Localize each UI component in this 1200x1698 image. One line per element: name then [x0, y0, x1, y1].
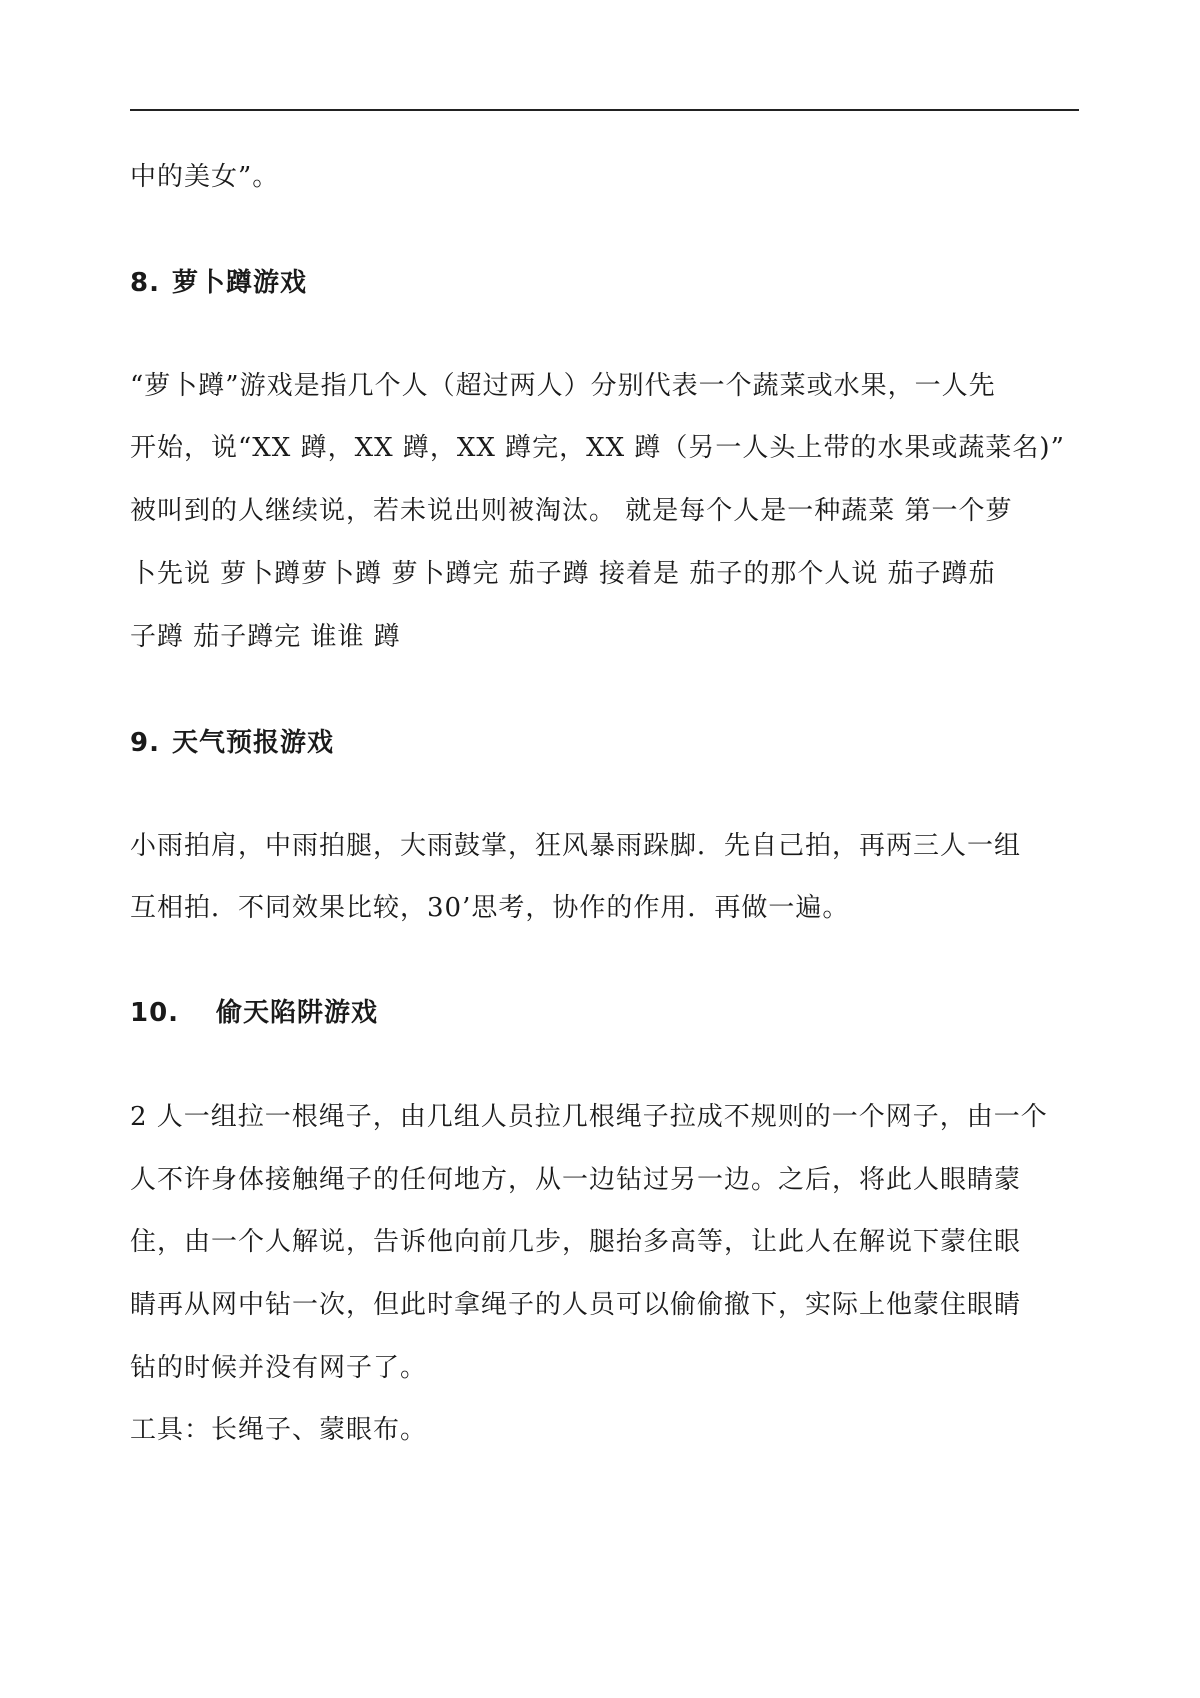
paragraph-line: 睛再从网中钻一次，但此时拿绳子的人员可以偷偷撤下，实际上他蒙住眼睛	[130, 1290, 1022, 1320]
paragraph-line: 开始，说“XX 蹲，XX 蹲，XX 蹲完，XX 蹲（另一人头上带的水果或蔬菜名)”	[130, 433, 1065, 463]
paragraph-line: 子蹲 茄子蹲完 谁谁 蹲	[130, 622, 401, 652]
header-rule	[130, 109, 1079, 111]
section-heading-8	[130, 266, 307, 300]
section-heading-9	[130, 726, 334, 760]
paragraph-line: 小雨拍肩，中雨拍腿，大雨鼓掌，狂风暴雨跺脚．先自己拍，再两三人一组	[130, 831, 1022, 861]
section-title: 偷天陷阱游戏	[216, 998, 379, 1028]
section-heading-10	[130, 996, 378, 1030]
section-title: 天气预报游戏	[172, 728, 335, 758]
paragraph-line: 人不许身体接触绳子的任何地方，从一边钻过另一边。之后，将此人眼睛蒙	[130, 1165, 1022, 1195]
section-number: 8.	[130, 268, 160, 298]
paragraph-line: “萝卜蹲”游戏是指几个人（超过两人）分别代表一个蔬菜或水果，一人先	[130, 371, 996, 401]
paragraph-line: 钻的时候并没有网子了。	[130, 1353, 428, 1383]
paragraph-line: 互相拍．不同效果比较，30’思考，协作的作用．再做一遍。	[130, 893, 850, 923]
section-number: 9.	[130, 728, 160, 758]
section-title: 萝卜蹲游戏	[172, 268, 308, 298]
paragraph-line: 住，由一个人解说，告诉他向前几步，腿抬多高等，让此人在解说下蒙住眼	[130, 1227, 1022, 1257]
paragraph-line: 被叫到的人继续说，若未说出则被淘汰。 就是每个人是一种蔬菜 第一个萝	[130, 496, 1013, 526]
continuation-text: 中的美女”。	[130, 162, 280, 192]
paragraph-line: 卜先说 萝卜蹲萝卜蹲 萝卜蹲完 茄子蹲 接着是 茄子的那个人说 茄子蹲茄	[130, 559, 996, 589]
tools-line: 工具：长绳子、蒙眼布。	[130, 1415, 428, 1445]
paragraph-line: 2 人一组拉一根绳子，由几组人员拉几根绳子拉成不规则的一个网子，由一个	[130, 1102, 1048, 1132]
section-number: 10.	[130, 998, 180, 1028]
